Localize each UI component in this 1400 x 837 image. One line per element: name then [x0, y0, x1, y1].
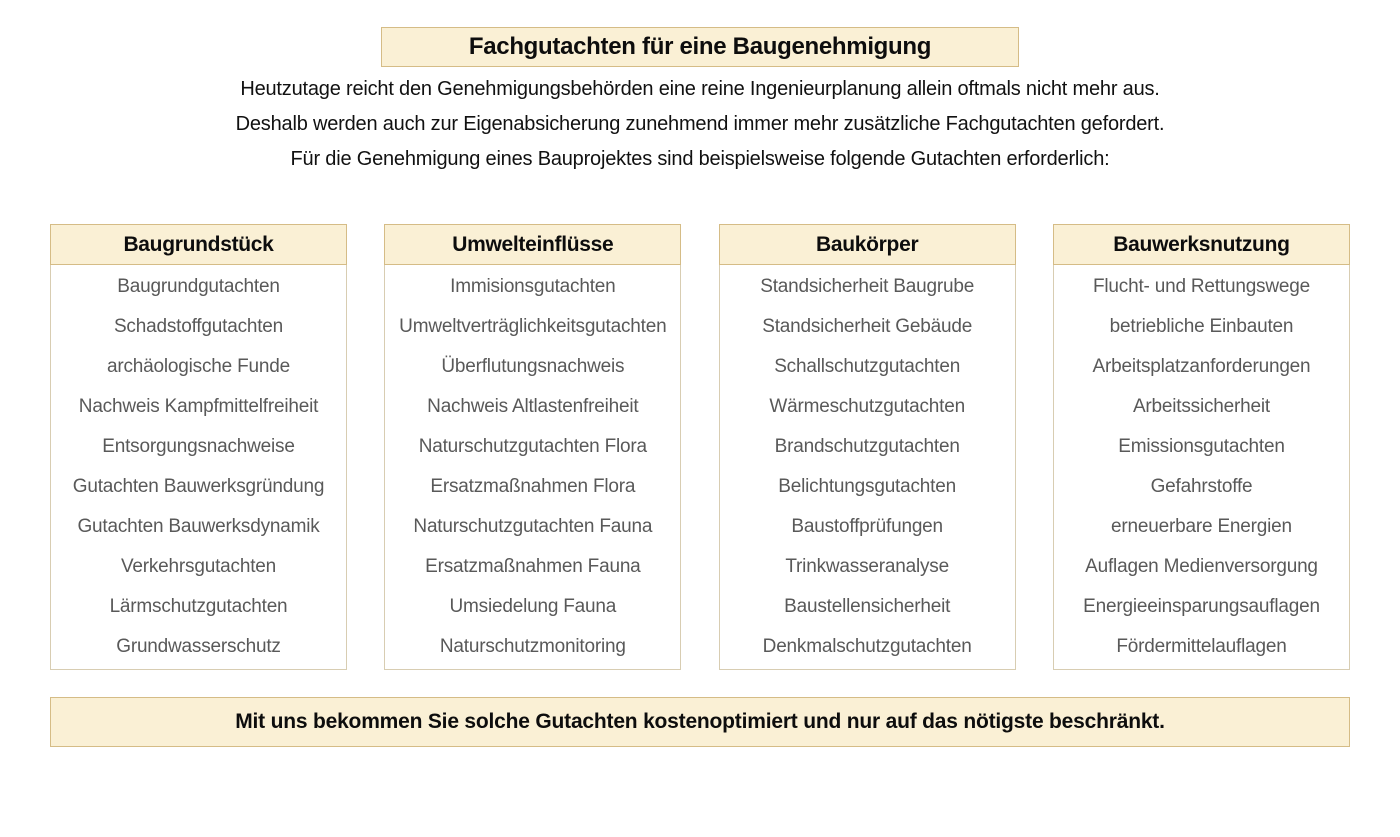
intro-line-1: Heutzutage reicht den Genehmigungsbehörden eine reine Ingenieurplanung allein oftmals nicht mehr aus. [240, 78, 1160, 100]
list-item: Lärmschutzgutachten [109, 596, 288, 617]
column-header-label: Baukörper [815, 232, 919, 256]
list-item: Arbeitssicherheit [1132, 396, 1271, 417]
list-item: Nachweis Altlastenfreiheit [427, 396, 639, 417]
category-column [384, 224, 681, 670]
page-title: Fachgutachten für eine Baugenehmigung [468, 33, 932, 60]
list-item: Überflutungsnachweis [441, 356, 625, 377]
column-item-list [384, 265, 681, 670]
column-header-box [384, 224, 681, 265]
list-item: Ersatzmaßnahmen Fauna [425, 556, 641, 577]
list-item: Umweltverträglichkeitsgutachten [399, 316, 667, 337]
list-item: Flucht- und Rettungswege [1092, 276, 1310, 297]
column-header-label: Umwelteinflüsse [452, 232, 614, 256]
list-item: Brandschutzgutachten [774, 436, 960, 457]
columns-grid [50, 224, 1350, 670]
list-item: Naturschutzgutachten Flora [418, 436, 647, 457]
list-item: Emissionsgutachten [1118, 436, 1285, 457]
category-column [719, 224, 1016, 670]
column-header-box [1053, 224, 1350, 265]
column-header-label: Bauwerksnutzung [1113, 232, 1290, 256]
list-item: Energieeinsparungsauflagen [1083, 596, 1320, 617]
list-item: Ersatzmaßnahmen Flora [430, 476, 636, 497]
list-item: Belichtungsgutachten [778, 476, 956, 497]
list-item: Gutachten Bauwerksdynamik [77, 516, 320, 537]
list-item: Baugrundgutachten [117, 276, 280, 297]
category-column [50, 224, 347, 670]
list-item: Wärmeschutzgutachten [769, 396, 965, 417]
column-header-label: Baugrundstück [123, 232, 274, 256]
column-header-box [50, 224, 347, 265]
list-item: Standsicherheit Gebäude [762, 316, 973, 337]
slide [0, 27, 1400, 747]
list-item: Fördermittelauflagen [1116, 636, 1287, 657]
footer-text: Mit uns bekommen Sie solche Gutachten kostenoptimiert und nur auf das nötigste beschränkt. [235, 710, 1165, 733]
list-item: Denkmalschutzgutachten [762, 636, 972, 657]
category-column [1053, 224, 1350, 670]
list-item: Nachweis Kampfmittelfreiheit [78, 396, 319, 417]
list-item: Umsiedelung Fauna [449, 596, 617, 617]
footer-banner [50, 697, 1350, 747]
list-item: Schadstoffgutachten [113, 316, 284, 337]
list-item: Baustoffprüfungen [791, 516, 943, 537]
list-item: Auflagen Medienversorgung [1085, 556, 1318, 577]
column-item-list [719, 265, 1016, 670]
column-item-list [50, 265, 347, 670]
list-item: Naturschutzmonitoring [439, 636, 626, 657]
list-item: Gutachten Bauwerksgründung [72, 476, 325, 497]
list-item: Entsorgungsnachweise [102, 436, 295, 457]
list-item: Standsicherheit Baugrube [760, 276, 975, 297]
column-item-list [1053, 265, 1350, 670]
list-item: Immisionsgutachten [450, 276, 616, 297]
column-header-box [719, 224, 1016, 265]
list-item: Schallschutzgutachten [774, 356, 961, 377]
list-item: Arbeitsplatzanforderungen [1092, 356, 1311, 377]
list-item: archäologische Funde [107, 356, 290, 377]
list-item: betriebliche Einbauten [1109, 316, 1294, 337]
intro-line-2: Deshalb werden auch zur Eigenabsicherung zunehmend immer mehr zusätzliche Fachgutachten gefordert. [235, 113, 1165, 135]
list-item: erneuerbare Energien [1111, 516, 1292, 537]
list-item: Grundwasserschutz [116, 636, 281, 657]
intro-line-3: Für die Genehmigung eines Bauprojektes sind beispielsweise folgende Gutachten erforderlich: [290, 148, 1110, 170]
list-item: Naturschutzgutachten Fauna [413, 516, 653, 537]
intro-text [0, 72, 1400, 177]
title-box [381, 27, 1019, 67]
list-item: Trinkwasseranalyse [785, 556, 949, 577]
list-item: Gefahrstoffe [1150, 476, 1253, 497]
list-item: Baustellensicherheit [784, 596, 951, 617]
list-item: Verkehrsgutachten [120, 556, 277, 577]
